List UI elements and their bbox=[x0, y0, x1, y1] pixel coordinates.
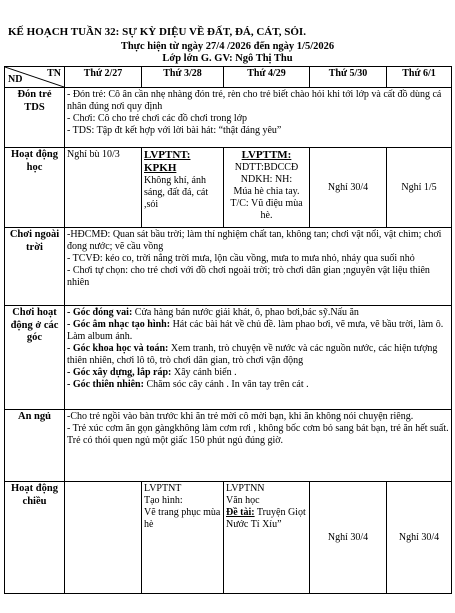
day-header: Thứ 4/29 bbox=[224, 67, 310, 88]
row-hoat-dong-chieu bbox=[5, 482, 452, 594]
row-hoat-dong-hoc bbox=[5, 148, 452, 228]
day-header: Thứ 3/28 bbox=[142, 67, 224, 88]
activity-label: Chơi ngoài trời bbox=[5, 228, 65, 306]
corner-bottom-label: ND bbox=[8, 74, 23, 85]
content-line: -Cho trẻ ngồi vào bàn trước khi ăn trẻ mời cô mời bạn, khi ăn không nói chuyện riêng. bbox=[67, 411, 414, 422]
activity-label: Hoạt động học bbox=[5, 148, 65, 228]
row-choi-goc bbox=[5, 306, 452, 410]
thursday-cell: Nghỉ 30/4 bbox=[310, 148, 387, 228]
activity-content bbox=[65, 88, 452, 148]
row-an-ngu bbox=[5, 410, 452, 482]
monday-cell bbox=[65, 148, 142, 228]
row-choi-ngoai-troi bbox=[5, 228, 452, 306]
lesson-line: NDKH: NH: bbox=[240, 174, 293, 185]
corner-item-title: - Góc âm nhạc tạo hình: bbox=[67, 319, 171, 330]
content-line: - Chơi tự chọn: cho trẻ chơi với đồ chơi ngoài trời; trò chơi dân gian ;nguyên vật liệu thiên nhiên bbox=[67, 265, 430, 288]
date-range: Thực hiện từ ngày 27/4 /2026 đến ngày 1/5/2026 bbox=[120, 41, 335, 52]
page-title: KẾ HOẠCH TUẦN 32: SỰ KỲ DIỆU VỀ ĐẤT, ĐÁ, CÁT, SỎI. bbox=[8, 26, 306, 38]
activity-label: Chơi hoạt động ở các góc bbox=[5, 306, 65, 410]
lesson-line: NDTT:BDCCĐ bbox=[234, 162, 299, 173]
corner-item-text: Xây cảnh biển . bbox=[171, 367, 237, 378]
lesson-title: LVPTNT: KPKH bbox=[144, 149, 191, 174]
corner-item-title: - Góc thiên nhiên: bbox=[67, 379, 144, 390]
corner-item-text: Xem tranh, trò chuyện về nước và các nguồn nước, các hiện tượng thiên nhiên, chơi lô tô, trò chơi dân gian, trò chơi vận động bbox=[67, 343, 438, 366]
activity-content bbox=[65, 306, 452, 410]
table-header-row bbox=[5, 67, 452, 88]
corner-item bbox=[67, 343, 449, 367]
class-teacher: Lớp lớn G. GV: Ngô Thị Thu bbox=[162, 53, 293, 64]
row-don-tre bbox=[5, 88, 452, 148]
day-header: Thứ 2/27 bbox=[65, 67, 142, 88]
wednesday-cell bbox=[224, 148, 310, 228]
lesson-title-label: Đề tài: bbox=[226, 507, 255, 518]
monday-cell bbox=[65, 482, 142, 594]
lesson-line bbox=[226, 507, 307, 531]
corner-item-text: Cửa hàng bán nước giải khát, ô, phao bơi,bác sỹ.Nấu ăn bbox=[132, 307, 359, 318]
lesson-line: Múa hè chia tay. bbox=[233, 186, 300, 197]
activity-content bbox=[65, 228, 452, 306]
lesson-body: Không khí, ánh sáng, đất đá, cát ,sỏi bbox=[144, 175, 209, 210]
friday-cell: Nghỉ 1/5 bbox=[387, 148, 452, 228]
content-line: - TDS: Tập đt kết hợp với lời bài hát: “thật đáng yêu” bbox=[67, 125, 282, 136]
corner-item bbox=[67, 307, 449, 319]
wednesday-cell bbox=[224, 482, 310, 594]
corner-item bbox=[67, 319, 449, 343]
lesson-line: LVPTNN bbox=[226, 483, 265, 494]
content-line: - Chơi: Cô cho trẻ chơi các đồ chơi trong lớp bbox=[67, 113, 247, 124]
content-line: - Trẻ xúc cơm ăn gọn gàngkhông làm cơm rơi , không bốc cơm bỏ sang bát bạn, trẻ ăn hết suất. bbox=[67, 423, 449, 434]
thursday-cell: Nghỉ 30/4 bbox=[310, 482, 387, 594]
corner-top-label: TN bbox=[47, 68, 61, 79]
tuesday-cell bbox=[142, 148, 224, 228]
friday-cell: Nghỉ 30/4 bbox=[387, 482, 452, 594]
day-header: Thứ 5/30 bbox=[310, 67, 387, 88]
lesson-line: Tạo hình: bbox=[144, 495, 183, 506]
lesson-line: T/C: Vũ điệu mùa hè. bbox=[230, 198, 303, 221]
corner-item-title: - Góc xây dựng, lắp ráp: bbox=[67, 367, 172, 378]
activity-label: An ngủ bbox=[5, 410, 65, 482]
monday-text: Nghỉ bù 10/3 bbox=[67, 149, 120, 160]
day-header: Thứ 6/1 bbox=[387, 67, 452, 88]
content-line: Trẻ có thói quen ngủ một giấc 150 phút ngủ đúng giờ. bbox=[67, 435, 284, 446]
corner-item bbox=[67, 367, 449, 379]
corner-cell bbox=[5, 67, 65, 88]
lesson-title: LVPTTM: bbox=[241, 149, 292, 161]
lesson-line: Vẽ trang phục mùa hè bbox=[144, 507, 221, 530]
activity-label: Đón trẻ TDS bbox=[5, 88, 65, 148]
lesson-line: LVPTNT bbox=[144, 483, 182, 494]
corner-item-title: - Góc khoa học và toán: bbox=[67, 343, 169, 354]
activity-label: Hoạt động chiều bbox=[5, 482, 65, 594]
activity-content bbox=[65, 410, 452, 482]
corner-item-text: Hát các bài hát về chủ đề. làm phao bơi, vẽ mưa, vẽ bầu trời, làm ô. Làm album ảnh. bbox=[67, 319, 444, 342]
content-line: -HĐCMĐ: Quan sát bầu trời; làm thí nghiệm chất tan, không tan; chơi vật nổi, vật chìm; chơi đong nước; vẽ cầu vồng bbox=[67, 229, 442, 252]
lesson-title-text: Truyện Giọt Nước Tí Xíu” bbox=[226, 507, 306, 530]
corner-item bbox=[67, 379, 449, 391]
corner-item-text: Chăm sóc cây cảnh . In vân tay trên cát . bbox=[143, 379, 309, 390]
corner-item-title: - Góc đóng vai: bbox=[67, 307, 133, 318]
weekly-plan-table bbox=[4, 66, 452, 594]
content-line: - Đón trẻ: Cô ân cần nhẹ nhàng đón trẻ, rèn cho trẻ biết chào hỏi khi tới lớp và cất đồ dùng cá nhân đúng nơi quy định bbox=[67, 89, 442, 112]
content-line: - TCVĐ: kéo co, trời nắng trời mưa, lộn cầu vồng, mưa to mưa nhỏ, nhảy qua suối nhỏ bbox=[67, 253, 415, 264]
lesson-line: Văn học bbox=[226, 495, 260, 506]
tuesday-cell bbox=[142, 482, 224, 594]
